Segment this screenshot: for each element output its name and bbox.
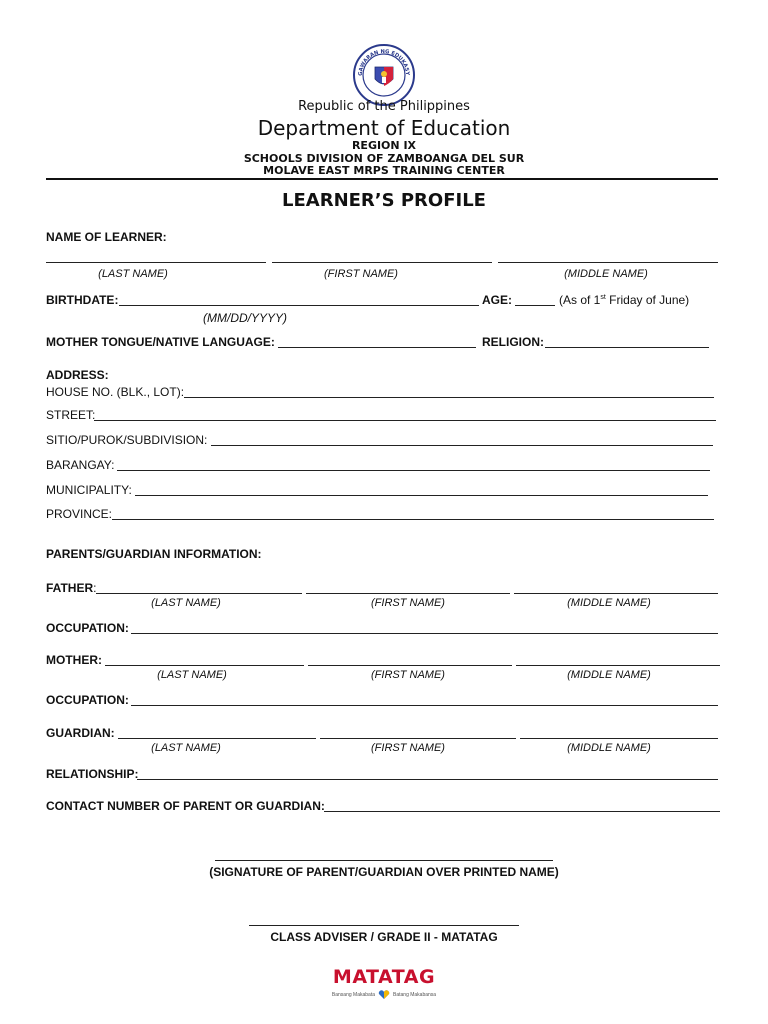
barangay-label: BARANGAY: <box>46 458 115 472</box>
guardian-first-name-line[interactable] <box>320 738 516 739</box>
learner-middle-name-line[interactable] <box>498 262 718 263</box>
father-last-name-caption: (LAST NAME) <box>151 597 221 609</box>
signature-caption: (SIGNATURE OF PARENT/GUARDIAN OVER PRINTED NAME) <box>209 865 559 879</box>
learner-last-name-line[interactable] <box>46 262 266 263</box>
age-note <box>559 293 689 307</box>
class-adviser-line[interactable] <box>249 925 519 926</box>
father-label-text: FATHER <box>46 581 94 595</box>
learner-middle-name-caption: (MIDDLE NAME) <box>564 268 648 280</box>
religion-label: RELIGION: <box>482 335 544 349</box>
province-label: PROVINCE: <box>46 507 113 521</box>
father-middle-name-caption: (MIDDLE NAME) <box>567 597 651 609</box>
birthdate-label: BIRTHDATE: <box>46 293 119 307</box>
deped-seal-icon <box>353 44 415 106</box>
sitio-label: SITIO/PUROK/SUBDIVISION: <box>46 433 208 447</box>
header-divider <box>46 178 718 180</box>
father-occupation-line[interactable] <box>131 633 718 634</box>
father-middle-name-line[interactable] <box>514 593 718 594</box>
age-note-text: (As of 1 <box>559 293 601 307</box>
age-line[interactable] <box>515 305 555 306</box>
signature-line[interactable] <box>215 860 553 861</box>
republic-line: Republic of the Philippines <box>298 99 470 114</box>
matatag-logo <box>314 966 454 1006</box>
contact-number-label: CONTACT NUMBER OF PARENT OR GUARDIAN: <box>46 799 325 813</box>
municipality-label: MUNICIPALITY: <box>46 483 132 497</box>
mother-middle-name-line[interactable] <box>516 665 720 666</box>
mother-middle-name-caption: (MIDDLE NAME) <box>567 669 651 681</box>
sitio-line[interactable] <box>211 445 713 446</box>
father-last-name-line[interactable] <box>96 593 302 594</box>
barangay-line[interactable] <box>117 470 710 471</box>
father-label-colon: : <box>93 581 97 595</box>
guardian-last-name-line[interactable] <box>118 738 316 739</box>
father-first-name-caption: (FIRST NAME) <box>371 597 445 609</box>
matatag-logo-text: MATATAG <box>332 966 436 988</box>
parents-guardian-label: PARENTS/GUARDIAN INFORMATION: <box>46 547 262 561</box>
mother-occupation-line[interactable] <box>131 705 718 706</box>
father-label <box>46 581 96 595</box>
municipality-line[interactable] <box>135 495 708 496</box>
mother-tongue-label: MOTHER TONGUE/NATIVE LANGUAGE: <box>46 335 275 349</box>
mother-tongue-line[interactable] <box>278 347 476 348</box>
street-label: STREET: <box>46 408 96 422</box>
department-name: Department of Education <box>257 116 511 140</box>
mother-first-name-line[interactable] <box>308 665 512 666</box>
learner-first-name-caption: (FIRST NAME) <box>324 268 398 280</box>
relationship-line[interactable] <box>137 779 718 780</box>
heart-icon <box>378 990 390 1000</box>
mother-last-name-line[interactable] <box>105 665 304 666</box>
svg-text:KAGAWARAN NG EDUKASYON: GAWARAN NG EDUKASY <box>357 48 411 76</box>
guardian-first-name-caption: (FIRST NAME) <box>371 742 445 754</box>
guardian-label: GUARDIAN: <box>46 726 115 740</box>
house-no-line[interactable] <box>184 397 714 398</box>
matatag-tagline-left: Bansang Makabata <box>331 992 375 998</box>
mother-occupation-label: OCCUPATION: <box>46 693 129 707</box>
matatag-tagline-right: Batang Makabansa <box>393 992 437 998</box>
learner-last-name-caption: (LAST NAME) <box>98 268 168 280</box>
form-title: LEARNER’S PROFILE <box>282 190 486 211</box>
deped-seal <box>353 44 415 106</box>
name-of-learner-label: NAME OF LEARNER: <box>46 230 167 244</box>
relationship-label: RELATIONSHIP: <box>46 767 139 781</box>
age-note-text-end: Friday of June) <box>605 293 690 307</box>
matatag-tagline <box>314 990 454 1000</box>
mother-label: MOTHER: <box>46 653 102 667</box>
guardian-last-name-caption: (LAST NAME) <box>151 742 221 754</box>
contact-number-line[interactable] <box>324 811 720 812</box>
house-no-label: HOUSE NO. (BLK., LOT): <box>46 385 185 399</box>
mother-last-name-caption: (LAST NAME) <box>157 669 227 681</box>
guardian-middle-name-caption: (MIDDLE NAME) <box>567 742 651 754</box>
age-note-ordinal: st <box>600 294 606 301</box>
learner-first-name-line[interactable] <box>272 262 492 263</box>
province-line[interactable] <box>112 519 714 520</box>
father-occupation-label: OCCUPATION: <box>46 621 129 635</box>
father-first-name-line[interactable] <box>306 593 510 594</box>
age-label: AGE: <box>482 293 512 307</box>
birthdate-line[interactable] <box>119 305 479 306</box>
class-adviser-caption: CLASS ADVISER / GRADE II - MATATAG <box>270 930 498 944</box>
religion-line[interactable] <box>545 347 709 348</box>
birthdate-format-caption: (MM/DD/YYYY) <box>203 311 287 325</box>
street-line[interactable] <box>94 420 716 421</box>
guardian-middle-name-line[interactable] <box>520 738 718 739</box>
division-line: SCHOOLS DIVISION OF ZAMBOANGA DEL SUR <box>243 152 525 165</box>
region-line: REGION IX <box>351 139 417 152</box>
center-line: MOLAVE EAST MRPS TRAINING CENTER <box>263 164 505 177</box>
mother-first-name-caption: (FIRST NAME) <box>371 669 445 681</box>
address-label: ADDRESS: <box>46 368 109 382</box>
